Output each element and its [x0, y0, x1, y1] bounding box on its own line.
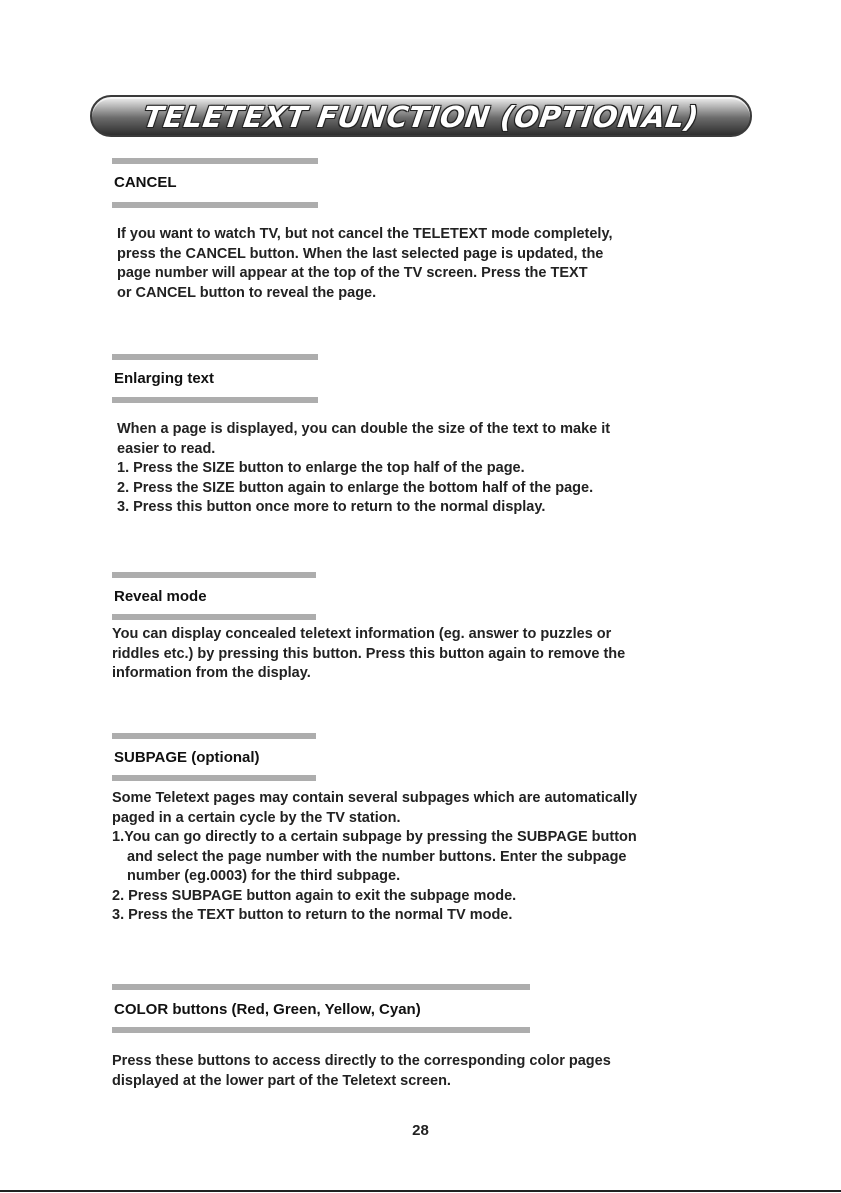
heading-bar-bottom — [112, 1027, 530, 1033]
paragraph-color-buttons — [112, 1052, 611, 1091]
heading-bar-bottom — [112, 614, 316, 620]
text-line: 2. Press SUBPAGE button again to exit the subpage mode. — [112, 887, 517, 904]
text-line: press the CANCEL button. When the last selected page is updated, the — [117, 245, 604, 262]
text-line: You can display concealed teletext information (eg. answer to puzzles or — [112, 626, 612, 642]
text-line: or CANCEL button to reveal the page. — [117, 284, 377, 301]
page-bottom-rule — [0, 1190, 841, 1192]
heading-bar-bottom — [112, 397, 318, 403]
text-line: 2. Press the SIZE button again to enlarge the bottom half of the page. — [117, 479, 594, 496]
text-line: riddles etc.) by pressing this button. Press this button again to remove the — [112, 645, 626, 662]
banner-title: TELETEXT FUNCTION (OPTIONAL) — [141, 100, 701, 134]
text-line: number (eg.0003) for the third subpage. — [127, 868, 401, 884]
section-banner — [90, 95, 752, 137]
text-line: easier to read. — [117, 440, 216, 457]
text-line: When a page is displayed, you can double the size of the text to make it — [117, 421, 611, 437]
paragraph-cancel — [117, 225, 612, 303]
paragraph-subpage — [112, 789, 637, 926]
text-line: 3. Press this button once more to return to the normal display. — [117, 499, 546, 515]
text-line: paged in a certain cycle by the TV station. — [112, 809, 401, 826]
heading-bar-bottom — [112, 202, 318, 208]
text-line: and select the page number with the number buttons. Enter the subpage — [127, 848, 627, 865]
heading-reveal-mode: Reveal mode — [114, 588, 207, 605]
heading-bar-top — [112, 984, 530, 990]
page-number: 28 — [412, 1122, 429, 1139]
text-line: page number will appear at the top of the TV screen. Press the TEXT — [117, 265, 588, 281]
text-line: information from the display. — [112, 665, 311, 681]
heading-bar-bottom — [112, 775, 316, 781]
heading-bar-top — [112, 354, 318, 360]
heading-bar-top — [112, 158, 318, 164]
text-line: 1. Press the SIZE button to enlarge the top half of the page. — [117, 460, 525, 476]
heading-subpage: SUBPAGE (optional) — [114, 749, 260, 766]
text-line: If you want to watch TV, but not cancel the TELETEXT mode completely, — [117, 226, 613, 242]
text-line: 1.You can go directly to a certain subpage by pressing the SUBPAGE button — [112, 829, 637, 845]
heading-color-buttons: COLOR buttons (Red, Green, Yellow, Cyan) — [114, 1001, 421, 1018]
paragraph-reveal-mode — [112, 625, 625, 684]
heading-bar-top — [112, 572, 316, 578]
text-line: 3. Press the TEXT button to return to the normal TV mode. — [112, 907, 513, 923]
text-line: Some Teletext pages may contain several subpages which are automatically — [112, 790, 638, 806]
text-line: Press these buttons to access directly to the corresponding color pages — [112, 1053, 611, 1069]
heading-cancel: CANCEL — [114, 174, 177, 191]
heading-bar-top — [112, 733, 316, 739]
paragraph-enlarging-text — [117, 420, 610, 518]
heading-enlarging-text: Enlarging text — [114, 370, 215, 387]
text-line: displayed at the lower part of the Teletext screen. — [112, 1072, 451, 1089]
